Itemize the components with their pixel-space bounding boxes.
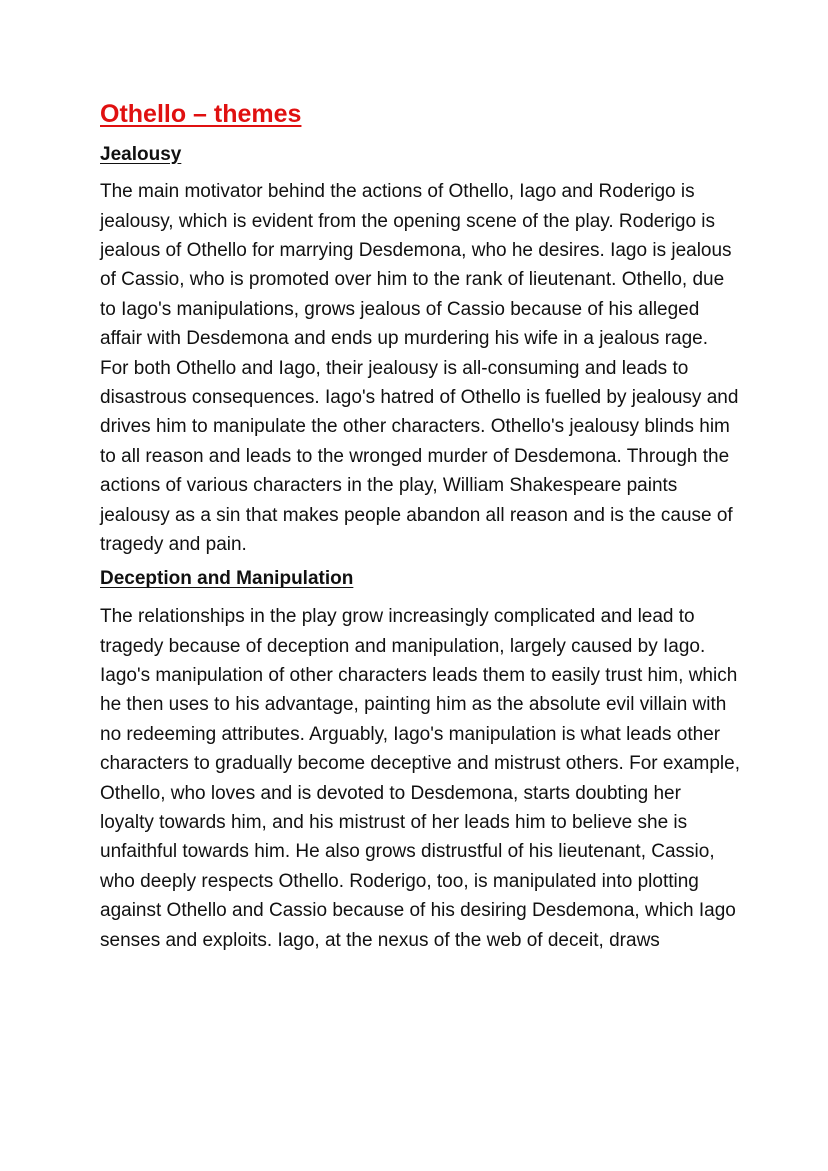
section-paragraph-jealousy: The main motivator behind the actions of Othello, Iago and Roderigo is jealousy, which is evident from the opening scene of the play. Roderigo is jealous of Othello for marrying Desdemona, who he desires. Iago is jealous of Cassio, who is promoted over him to the rank of lieutenant. Othello, due to Iago's manipulations, grows jealous of Cassio because of his alleged affair with Desdemona and ends up murdering his wife in a jealous rage. For both Othello and Iago, their jealousy is all-consuming and leads to disastrous consequences. Iago's hatred of Othello is fuelled by jealousy and drives him to manipulate the other characters. Othello's jealousy blinds him to all reason and leads to the wronged murder of Desdemona. Through the actions of various characters in the play, William Shakespeare paints jealousy as a sin that makes people abandon all reason and is the cause of tragedy and pain. (100, 181, 739, 556)
section-heading-deception-manipulation: Deception and Manipulation (100, 568, 354, 590)
section-jealousy (100, 143, 740, 560)
document-page (100, 98, 740, 963)
section-heading-jealousy: Jealousy (100, 143, 182, 165)
document-title: Othello – themes (100, 100, 302, 128)
section-paragraph-deception-manipulation: The relationships in the play grow increasingly complicated and lead to tragedy because of deception and manipulation, largely caused by Iago. Iago's manipulation of other characters leads them to easily trust him, which he then uses to his advantage, painting him as the absolute evil villain with no redeeming attributes. Arguably, Iago's manipulation is what leads other characters to gradually become deceptive and mistrust others. For example, Othello, who loves and is devoted to Desdemona, starts doubting her loyalty towards him, and his mistrust of her leads him to believe she is unfaithful towards him. He also grows distrustful of his lieutenant, Cassio, who deeply respects Othello. Roderigo, too, is manipulated into plotting against Othello and Cassio because of his desiring Desdemona, which Iago senses and exploits. Iago, at the nexus of the web of deceit, draws (100, 606, 740, 951)
section-deception-manipulation (100, 567, 740, 955)
